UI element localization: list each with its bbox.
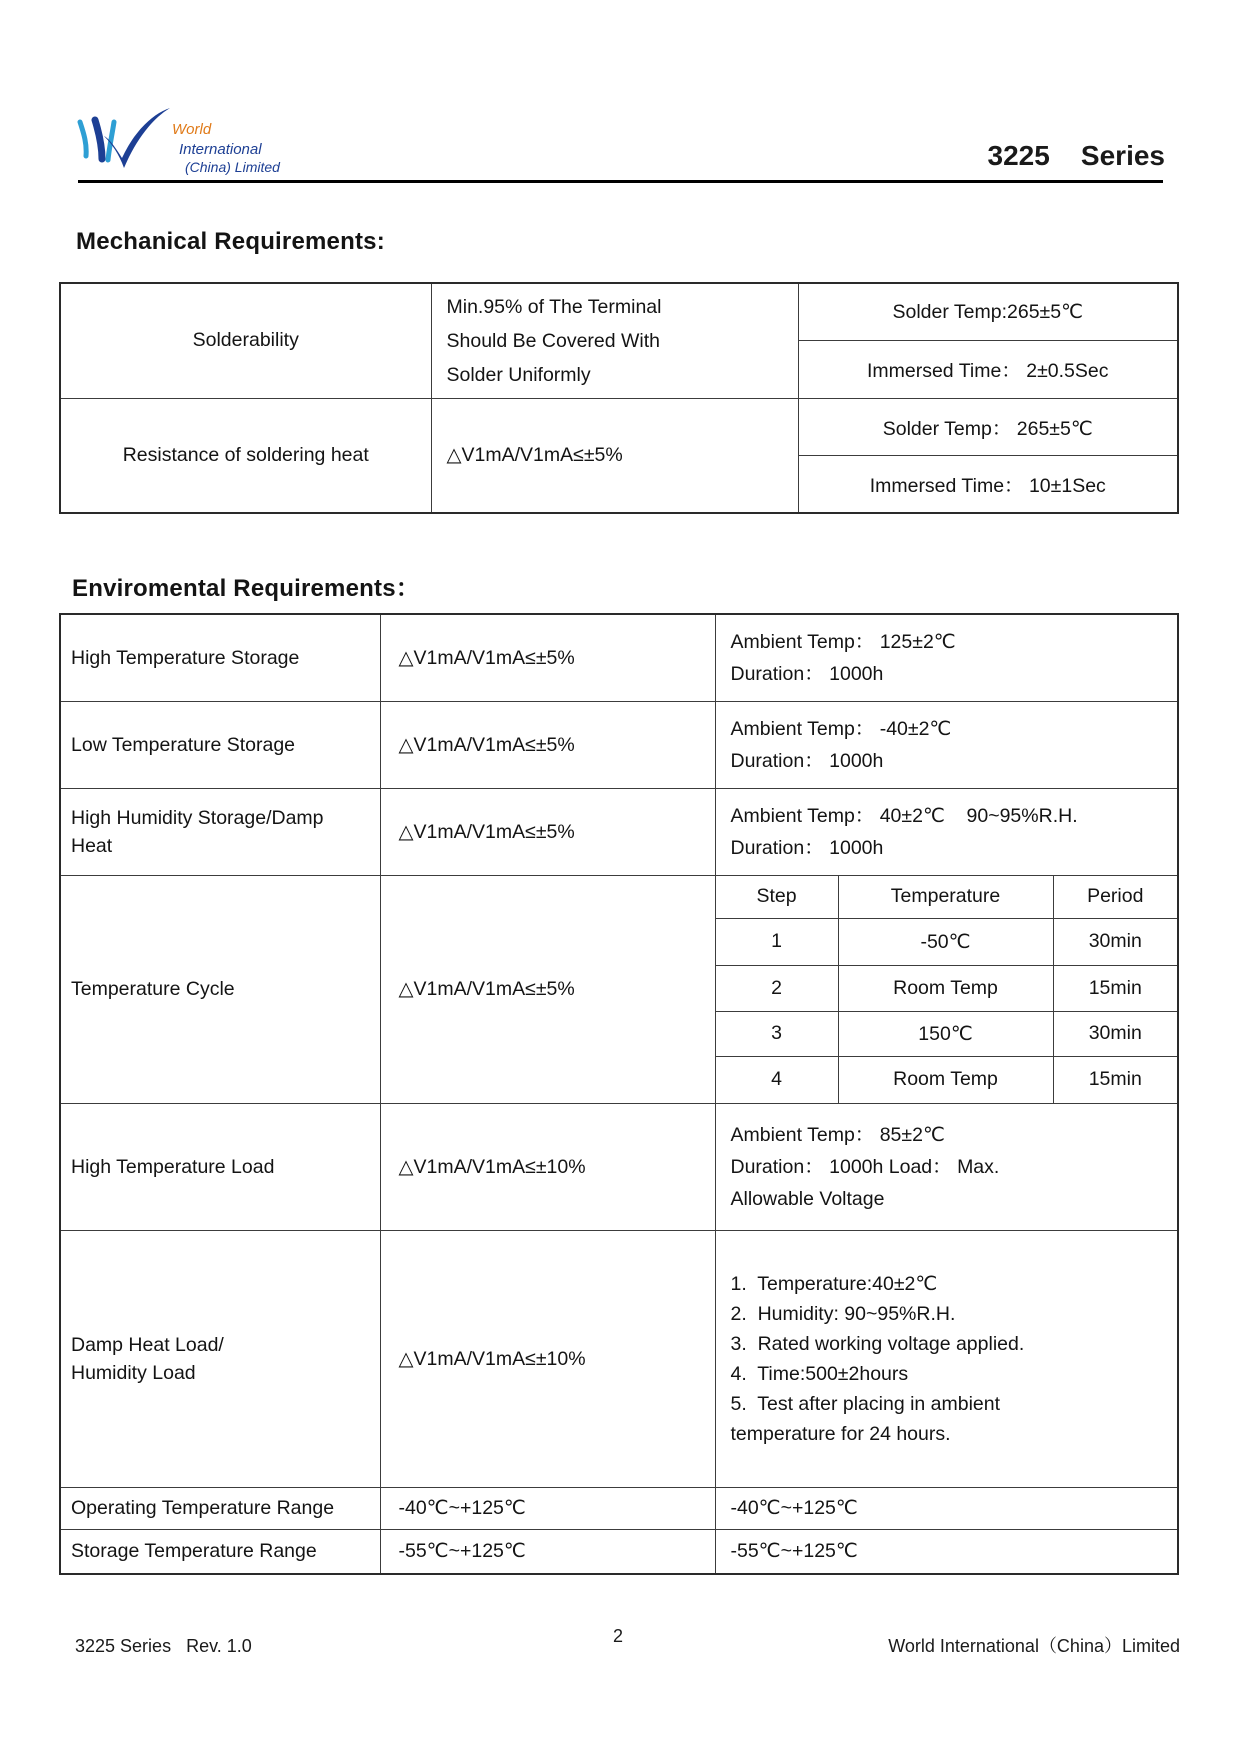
mechanical-table [59,282,1179,514]
mech-condition-cell: Immersed Time： 10±1Sec [798,455,1178,513]
env-criteria-cell: -55℃~+125℃ [380,1529,715,1574]
condition-line: Ambient Temp： -40±2℃ [730,717,952,740]
footer-doc-ref: 3225 Series Rev. 1.0 [75,1636,252,1656]
table-row [60,1103,1178,1230]
table-row [60,614,1178,701]
env-item-cell [60,875,380,1103]
table-row [60,875,1178,918]
condition-line: 4. Time:500±2hours [730,1362,909,1385]
env-item-cell [60,1103,380,1230]
cycle-step-cell: 1 [715,918,838,965]
cycle-period-header: Period [1053,875,1178,918]
env-item-label: Storage Temperature Range [71,1540,317,1563]
cycle-period-cell: 15min [1053,965,1178,1011]
condition-line: Ambient Temp： 125±2℃ [730,630,956,653]
condition-line: 5. Test after placing in ambient [730,1392,1001,1415]
condition-line: temperature for 24 hours. [730,1422,951,1445]
page-number: 2 [612,1626,624,1646]
criteria-line: Solder Uniformly [446,363,591,386]
env-item-cell [60,788,380,875]
env-item-cell [60,1529,380,1574]
cycle-step-cell: 4 [715,1056,838,1103]
condition-line: Allowable Voltage [730,1187,885,1210]
criteria-line: △V1mA/V1mA≤±5% [446,444,623,467]
env-condition-cell [715,1230,1178,1487]
env-item-cell [60,614,380,701]
env-condition-cell [715,1487,1178,1529]
cycle-period-cell: 30min [1053,918,1178,965]
logo-text-world: World [172,121,212,138]
condition-line: 1. Temperature:40±2℃ [730,1272,938,1295]
env-condition-cell [715,788,1178,875]
cycle-step-header: Step [715,875,838,918]
env-item-cell [60,1230,380,1487]
mech-condition-cell: Solder Temp:265±5℃ [798,283,1178,340]
table-row [60,1529,1178,1574]
condition-line: -55℃~+125℃ [730,1540,858,1563]
page-title: 3225 Series [987,140,1165,171]
table-row [60,1487,1178,1529]
condition-line: Duration： 1000h [730,749,884,772]
cycle-period-cell: 15min [1053,1056,1178,1103]
mech-criteria-cell [431,283,798,398]
env-item-label: Temperature Cycle [71,978,235,1000]
env-item-label: Heat [71,834,113,857]
condition-line: Duration： 1000h [730,662,884,685]
env-criteria-cell: △V1mA/V1mA≤±5% [380,614,715,701]
env-condition-cell [715,701,1178,788]
cycle-temperature-cell: -50℃ [838,918,1053,965]
logo-text-international: International [179,141,262,158]
cycle-temperature-header: Temperature [838,875,1053,918]
cycle-temperature-cell: Room Temp [838,965,1053,1011]
mech-condition-cell: Solder Temp： 265±5℃ [798,398,1178,455]
env-criteria-cell: △V1mA/V1mA≤±10% [380,1103,715,1230]
header-rule [78,180,1163,183]
env-item-label: Low Temperature Storage [71,733,296,756]
cycle-step-cell: 2 [715,965,838,1011]
cycle-temperature-cell: 150℃ [838,1011,1053,1056]
env-item-label: High Humidity Storage/Damp [71,806,324,829]
mech-item-label: Solderability [192,329,299,352]
env-item-label: Operating Temperature Range [71,1497,335,1519]
condition-line: 2. Humidity: 90~95%R.H. [730,1302,956,1325]
env-criteria-cell: △V1mA/V1mA≤±5% [380,875,715,1103]
company-logo [74,106,184,174]
mechanical-heading: Mechanical Requirements: [76,228,385,255]
env-condition-cell [715,1529,1178,1574]
mech-item-label: Resistance of soldering heat [122,443,369,466]
env-criteria-cell: -40℃~+125℃ [380,1487,715,1529]
condition-line: 3. Rated working voltage applied. [730,1332,1025,1355]
env-item-cell [60,1487,380,1529]
condition-line: -40℃~+125℃ [730,1497,858,1519]
criteria-line: Min.95% of The Terminal [446,295,662,318]
env-criteria-cell: △V1mA/V1mA≤±5% [380,701,715,788]
cycle-period-cell: 30min [1053,1011,1178,1056]
env-condition-cell [715,1103,1178,1230]
table-row [60,1230,1178,1487]
logo-text-china-limited: (China) Limited [185,159,280,175]
condition-line: Duration： 1000h [730,836,884,859]
env-item-label: Humidity Load [71,1361,196,1384]
environmental-heading: Enviromental Requirements： [72,575,420,602]
env-item-label: Damp Heat Load/ [71,1333,224,1356]
env-item-label: High Temperature Load [71,1155,275,1178]
mech-criteria-cell [431,398,798,513]
mech-item-cell [60,283,431,398]
env-criteria-cell: △V1mA/V1mA≤±10% [380,1230,715,1487]
condition-line: Ambient Temp： 85±2℃ [730,1123,945,1146]
mech-item-cell [60,398,431,513]
cycle-temperature-cell: Room Temp [838,1056,1053,1103]
w-swoosh-icon [74,106,184,174]
table-row [60,788,1178,875]
environmental-table [59,613,1179,1575]
env-item-cell [60,701,380,788]
env-criteria-cell: △V1mA/V1mA≤±5% [380,788,715,875]
mech-condition-cell: Immersed Time： 2±0.5Sec [798,340,1178,398]
condition-line: Duration： 1000h Load： Max. [730,1155,1000,1178]
criteria-line: Should Be Covered With [446,329,661,352]
condition-line: Ambient Temp： 40±2℃ 90~95%R.H. [730,804,1078,827]
cycle-step-cell: 3 [715,1011,838,1056]
env-item-label: High Temperature Storage [71,646,300,669]
footer-company: World International（China）Limited [888,1636,1180,1656]
env-condition-cell [715,614,1178,701]
table-row [60,701,1178,788]
